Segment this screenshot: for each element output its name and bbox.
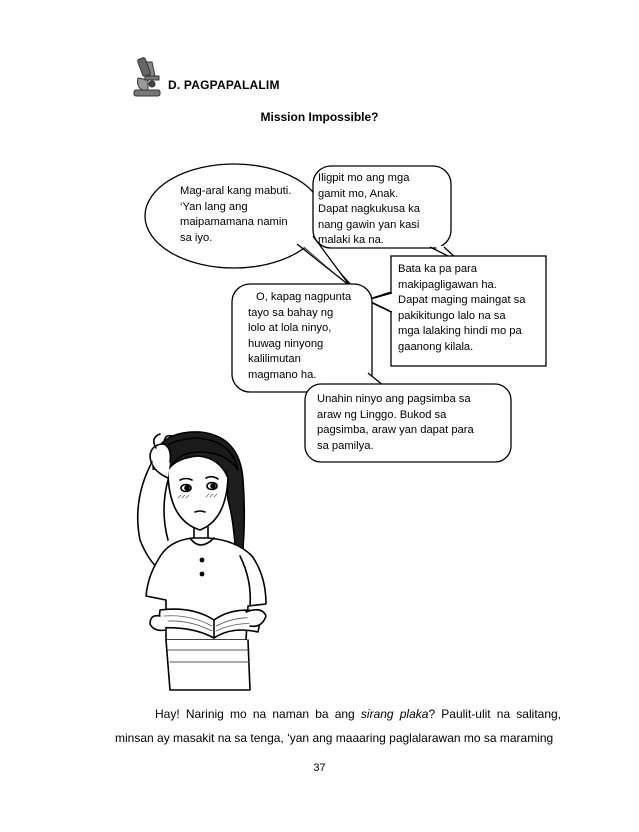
paragraph-italic: sirang plaka	[360, 707, 429, 721]
bubble-grandparents-text: O, kapag nagpunta tayo sa bahay ng lolo at lola ninyo, huwag ninyong kalilimutan magmano ha.	[248, 291, 352, 381]
bubble-tidy-text: Iligpit mo ang mga gamit mo, Anak. Dapat nagkukusa ka nang gawin yan kasi malaki ka na.	[318, 172, 420, 246]
section-subtitle: Mission Impossible?	[260, 110, 379, 124]
bubble-careful-text: Bata ka pa para makipagligawan ha. Dapat maging maingat sa pakikitungo lalo na sa mga lalaking hindi mo pa gaanong kilala.	[398, 263, 526, 353]
body-paragraph	[115, 702, 561, 750]
bubble-sunday-text: Unahin ninyo ang pagsimba sa araw ng Linggo. Bukod sa pagsimba, araw yan dapat para sa pamilya.	[317, 393, 474, 452]
paragraph-part1: Hay! Narinig mo na naman ba ang	[155, 707, 361, 721]
section-heading: D. PAGPAPALALIM	[168, 78, 280, 92]
paragraph-part2: ? Paulit-ulit na salitang, minsan ay masakit na sa tenga, ‘yan ang maaaring paglalarawan mo sa maraming	[115, 707, 562, 745]
microscope-icon	[134, 57, 160, 96]
bubble-study-text: Mag-aral kang mabuti. ‘Yan lang ang maipamamana namin sa iyo.	[180, 185, 292, 244]
girl-reading-book-illustration	[138, 432, 266, 690]
page-number: 37	[313, 762, 326, 774]
